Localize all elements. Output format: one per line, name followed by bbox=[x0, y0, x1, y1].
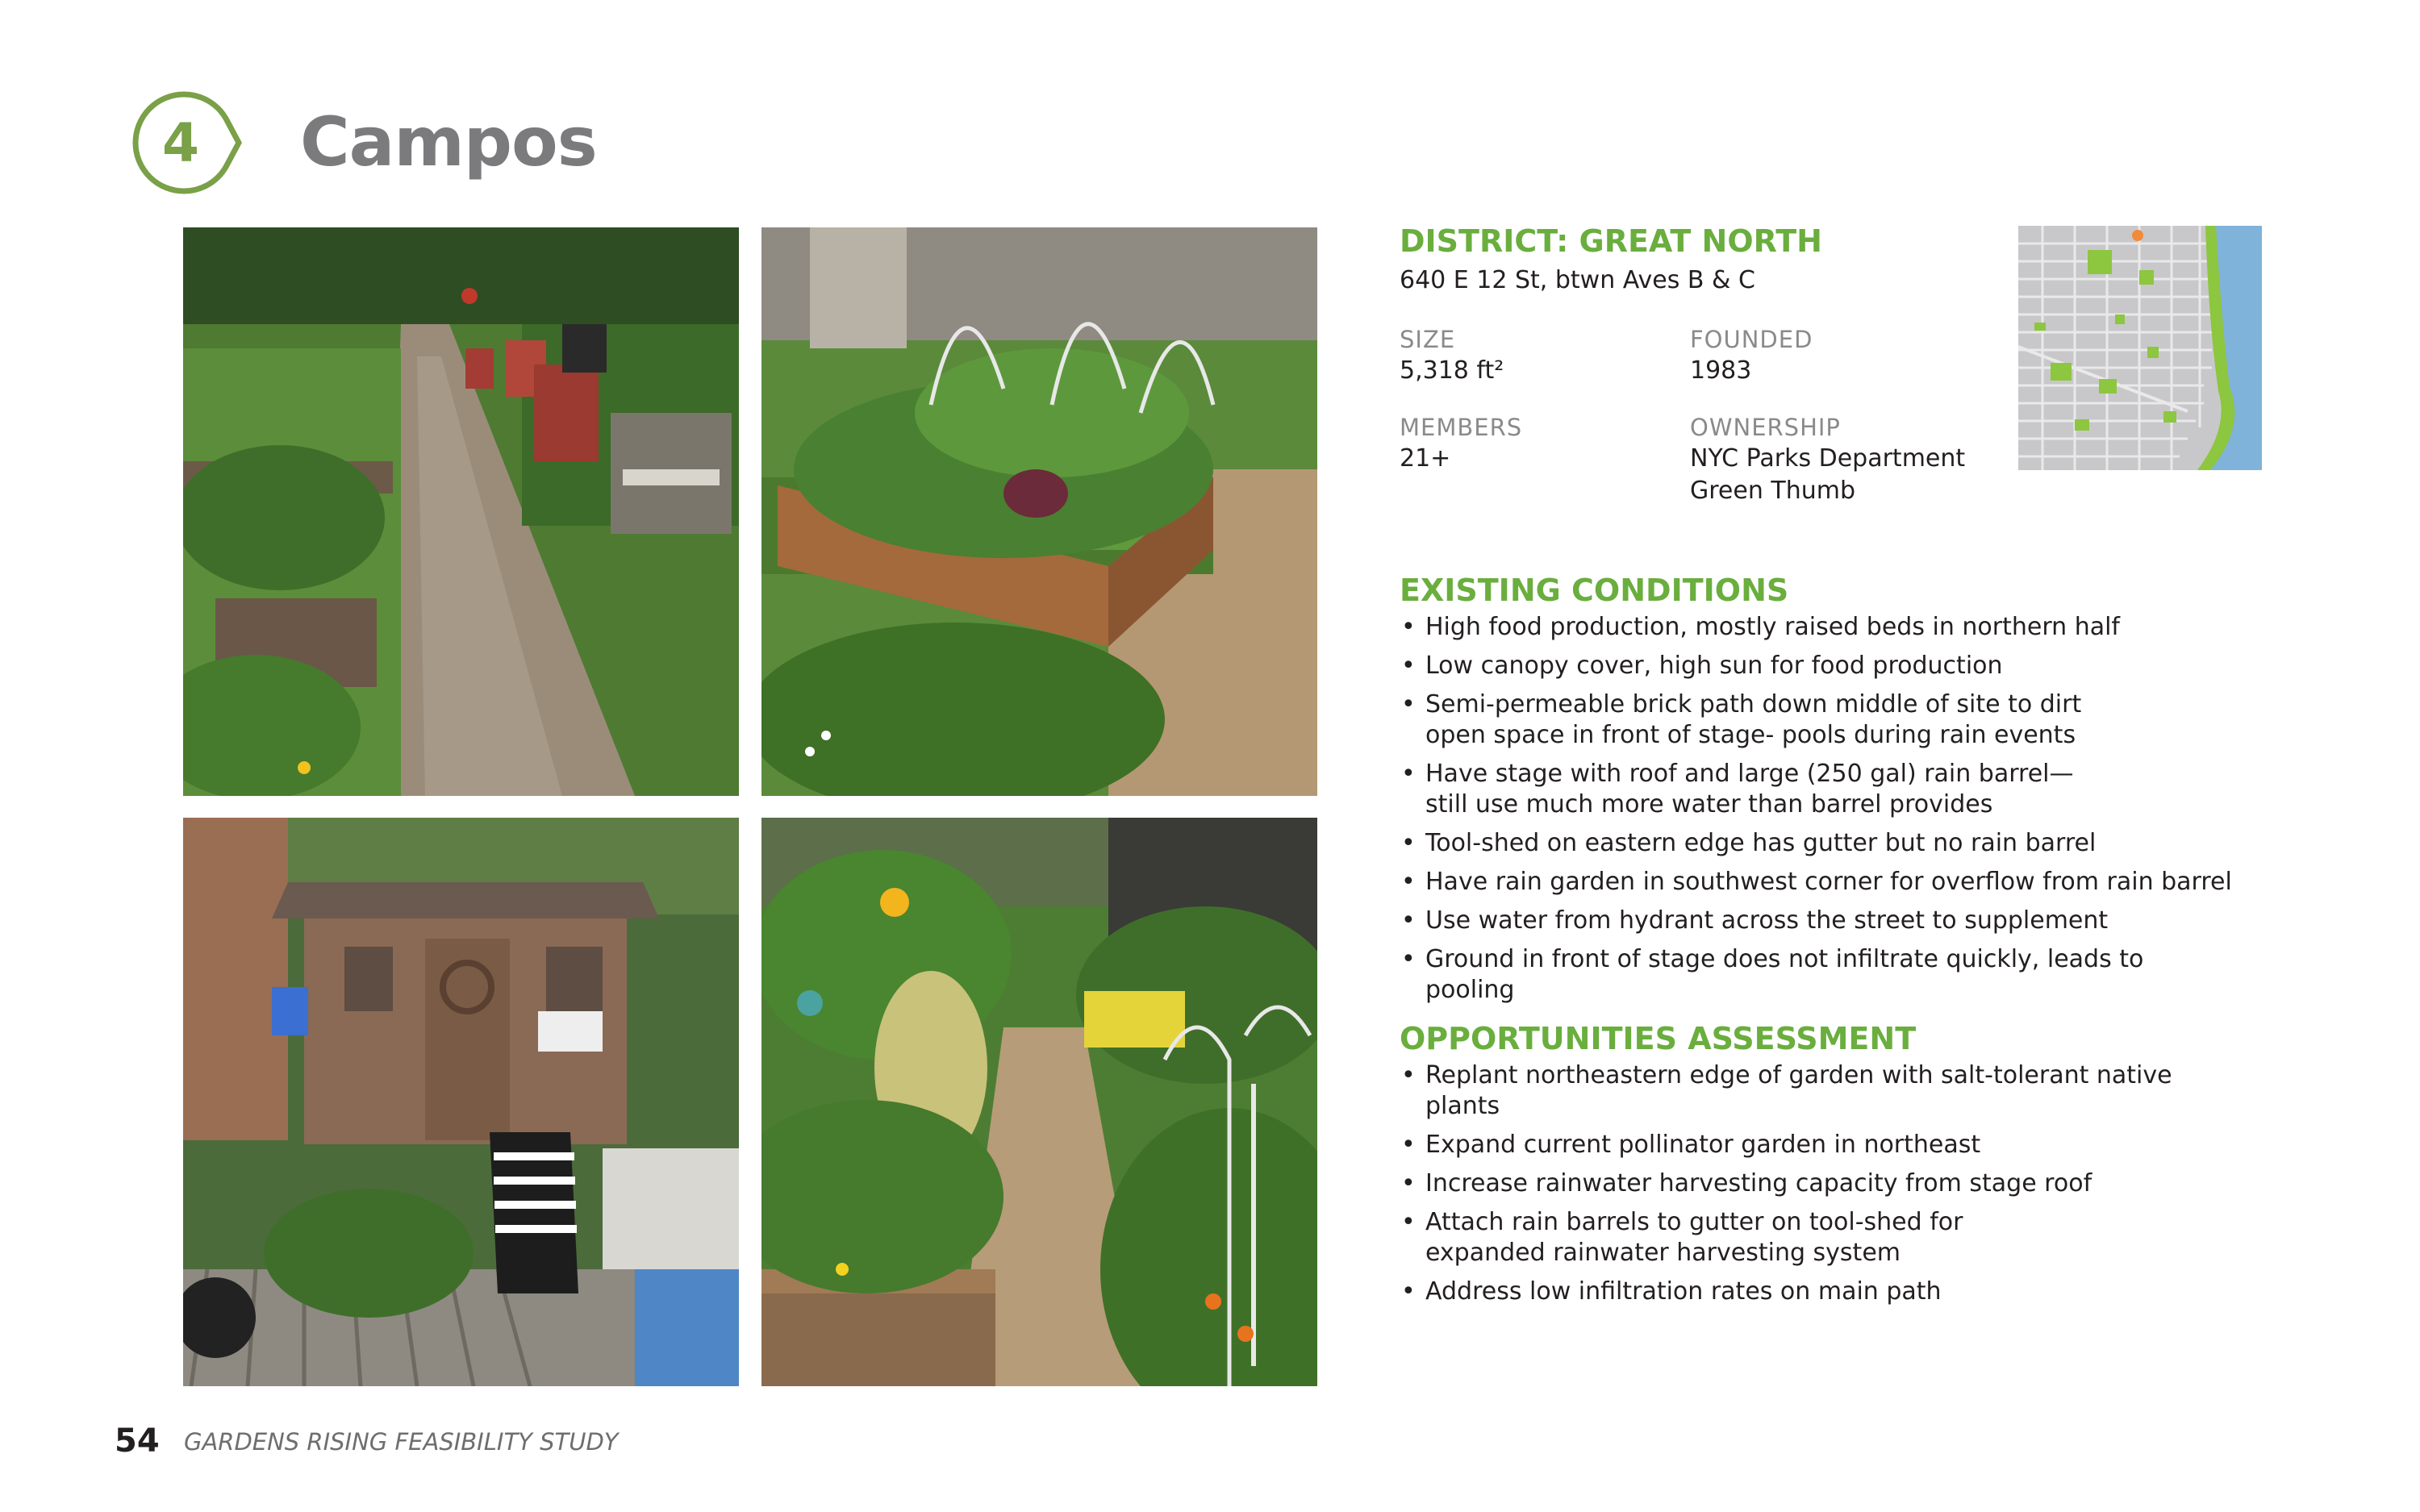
size-label: SIZE bbox=[1400, 326, 1456, 353]
ownership-fact bbox=[1690, 412, 1965, 507]
list-item: • Replant northeastern edge of garden with salt-tolerant native plants bbox=[1400, 1060, 2238, 1122]
publication-title: GARDENS RISING FEASIBILITY STUDY bbox=[184, 1428, 619, 1456]
list-item: • Have stage with roof and large (250 gal) rain barrel— still use much more water than barrel provides bbox=[1400, 759, 2087, 820]
list-item: • Ground in front of stage does not infiltrate quickly, leads to pooling bbox=[1400, 944, 2238, 1006]
members-fact bbox=[1400, 412, 1522, 475]
list-item: • Have rain garden in southwest corner for overflow from rain barrel bbox=[1400, 867, 2238, 898]
opportunities-heading: OPPORTUNITIES ASSESSMENT bbox=[1400, 1021, 1917, 1056]
members-value: 21+ bbox=[1400, 444, 1451, 473]
ownership-value-2: Green Thumb bbox=[1690, 477, 1856, 505]
list-item: • High food production, mostly raised beds in northern half bbox=[1400, 612, 2238, 643]
list-item: • Semi-permeable brick path down middle of site to dirt open space in front of stage- pools during rain events bbox=[1400, 689, 2127, 751]
existing-conditions-list bbox=[1400, 612, 2238, 1006]
list-item: • Increase rainwater harvesting capacity from stage roof bbox=[1400, 1168, 2238, 1199]
list-item: • Address low infiltration rates on main path bbox=[1400, 1277, 2238, 1307]
section-number: 4 bbox=[162, 111, 199, 174]
ownership-value-1: NYC Parks Department bbox=[1690, 444, 1966, 473]
existing-conditions-heading: EXISTING CONDITIONS bbox=[1400, 573, 1789, 608]
opportunities-list bbox=[1400, 1060, 2238, 1307]
garden-photo-sunflower bbox=[761, 818, 1317, 1386]
founded-fact bbox=[1690, 324, 1813, 387]
ownership-label: OWNERSHIP bbox=[1690, 414, 1841, 441]
founded-value: 1983 bbox=[1690, 356, 1752, 385]
list-item: • Use water from hydrant across the street to supplement bbox=[1400, 906, 2238, 936]
garden-photo-tool-shed bbox=[183, 818, 739, 1386]
size-fact bbox=[1400, 324, 1504, 387]
locator-map bbox=[2018, 226, 2262, 470]
existing-conditions-section bbox=[1400, 572, 2238, 1014]
size-value: 5,318 ft² bbox=[1400, 356, 1504, 385]
list-item: • Low canopy cover, high sun for food production bbox=[1400, 651, 2238, 681]
page-title: Campos bbox=[300, 102, 597, 181]
list-item: • Expand current pollinator garden in northeast bbox=[1400, 1130, 2238, 1160]
district-heading: DISTRICT: GREAT NORTH bbox=[1400, 223, 1822, 259]
opportunities-section bbox=[1400, 1020, 2238, 1315]
founded-label: FOUNDED bbox=[1690, 326, 1813, 353]
address: 640 E 12 St, btwn Aves B & C bbox=[1400, 266, 1755, 294]
district-block bbox=[1400, 223, 1822, 297]
garden-photo-brick-path bbox=[183, 227, 739, 796]
members-label: MEMBERS bbox=[1400, 414, 1523, 441]
garden-photo-raised-bed bbox=[761, 227, 1317, 796]
list-item: • Attach rain barrels to gutter on tool-shed for expanded rainwater harvesting system bbox=[1400, 1207, 2006, 1268]
list-item: • Tool-shed on eastern edge has gutter but no rain barrel bbox=[1400, 828, 2238, 859]
page-number: 54 bbox=[115, 1422, 160, 1460]
